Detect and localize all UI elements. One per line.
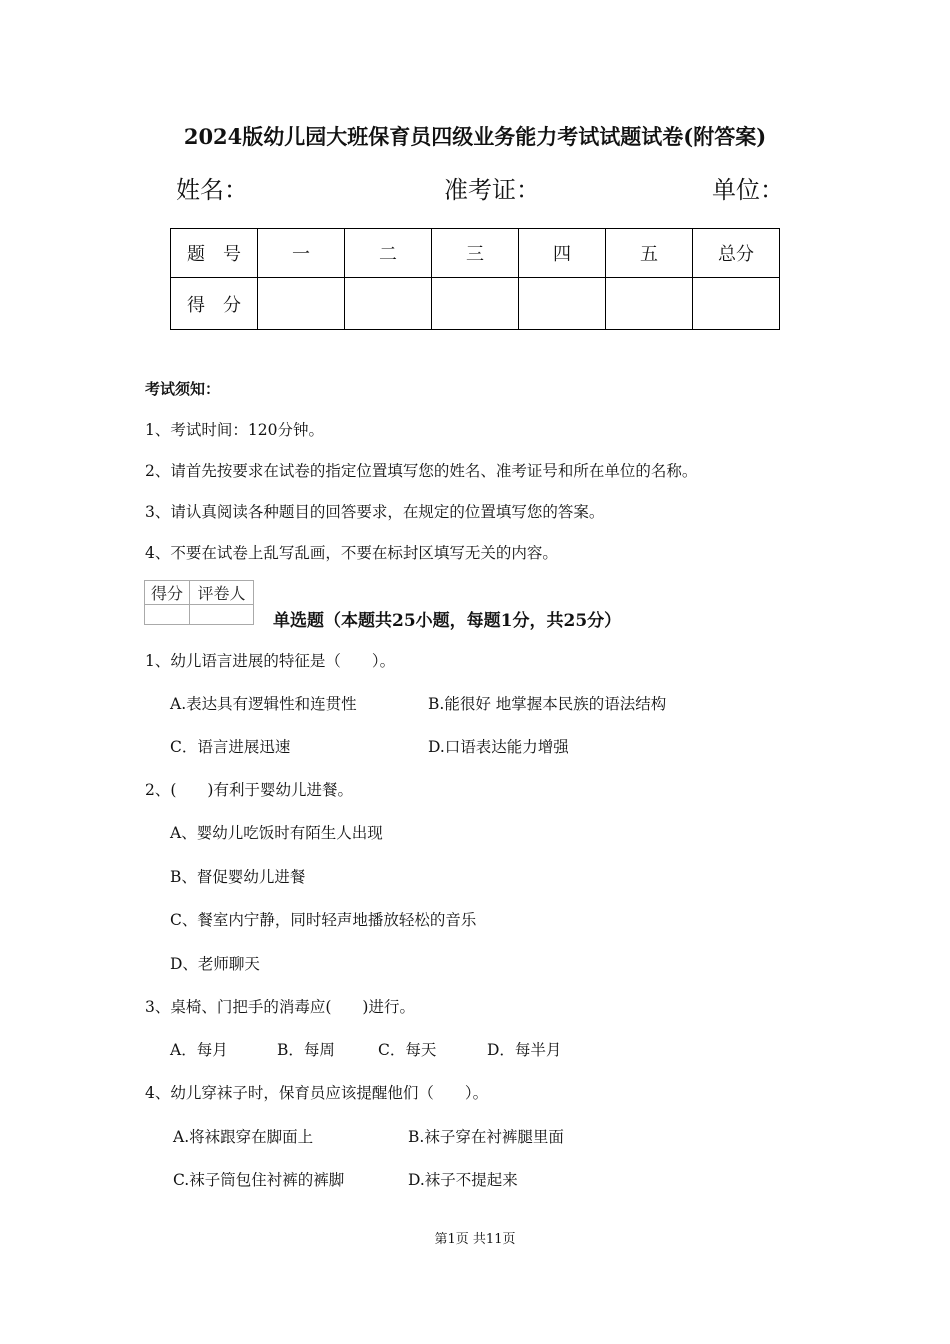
question-option: D．每半月	[487, 1041, 562, 1059]
notice-heading: 考试须知：	[145, 380, 221, 398]
page-footer: 第1页 共11页	[434, 1232, 516, 1247]
grader-name-cell	[190, 605, 254, 625]
question-option: D.袜子不提起来	[408, 1171, 518, 1189]
score-table	[170, 228, 780, 330]
question-option: C、餐室内宁静，同时轻声地播放轻松的音乐	[170, 911, 477, 929]
unit-field-label: 单位：	[712, 176, 784, 204]
score-cell	[345, 278, 432, 330]
question-option: A.将袜跟穿在脚面上	[173, 1128, 314, 1146]
name-field-label: 姓名：	[176, 176, 248, 204]
grader-score-cell	[145, 605, 190, 625]
score-header-cell: 一	[258, 229, 345, 278]
question-option: B.袜子穿在衬裤腿里面	[408, 1128, 564, 1146]
score-cell	[693, 278, 780, 330]
section-title: 单选题（本题共25小题，每题1分，共25分）	[273, 611, 622, 631]
notice-item: 4、不要在试卷上乱写乱画，不要在标封区填写无关的内容。	[145, 544, 558, 562]
notice-item: 3、请认真阅读各种题目的回答要求，在规定的位置填写您的答案。	[145, 503, 605, 521]
score-header-total: 总分	[693, 229, 780, 278]
score-row-label: 得 分	[171, 278, 258, 330]
grader-name-label: 评卷人	[190, 581, 254, 605]
question-stem: 4、幼儿穿袜子时，保育员应该提醒他们（ ）。	[145, 1084, 489, 1102]
question-option: B．每周	[277, 1041, 335, 1059]
exam-id-field-label: 准考证：	[444, 176, 540, 204]
question-option: B.能很好 地掌握本民族的语法结构	[428, 695, 667, 713]
score-cell	[519, 278, 606, 330]
score-header-cell: 四	[519, 229, 606, 278]
question-option: C.袜子筒包住衬裤的裤脚	[173, 1171, 345, 1189]
question-stem: 1、幼儿语言进展的特征是（ ）。	[145, 652, 396, 670]
score-header-label: 题 号	[171, 229, 258, 278]
score-header-cell: 三	[432, 229, 519, 278]
question-option: C．语言进展迅速	[170, 738, 291, 756]
question-option: A、婴幼儿吃饭时有陌生人出现	[170, 824, 383, 842]
question-option: B、督促婴幼儿进餐	[170, 868, 306, 886]
score-table-score-row	[171, 278, 780, 330]
question-option: D、老师聊天	[170, 955, 260, 973]
score-cell	[432, 278, 519, 330]
score-header-cell: 五	[606, 229, 693, 278]
score-table-header-row	[171, 229, 780, 278]
question-option: D.口语表达能力增强	[428, 738, 569, 756]
notice-item: 2、请首先按要求在试卷的指定位置填写您的姓名、准考证号和所在单位的名称。	[145, 462, 698, 480]
score-header-cell: 二	[345, 229, 432, 278]
question-option: C．每天	[378, 1041, 437, 1059]
grader-box	[144, 580, 254, 625]
exam-title: 2024版幼儿园大班保育员四级业务能力考试试题试卷(附答案)	[183, 124, 767, 149]
score-cell	[258, 278, 345, 330]
question-option: A．每月	[170, 1041, 228, 1059]
notice-item: 1、考试时间：120分钟。	[145, 421, 324, 439]
question-stem: 2、( )有利于婴幼儿进餐。	[145, 781, 353, 799]
question-stem: 3、桌椅、门把手的消毒应( )进行。	[145, 998, 415, 1016]
grader-score-label: 得分	[145, 581, 190, 605]
question-option: A.表达具有逻辑性和连贯性	[170, 695, 357, 713]
score-cell	[606, 278, 693, 330]
